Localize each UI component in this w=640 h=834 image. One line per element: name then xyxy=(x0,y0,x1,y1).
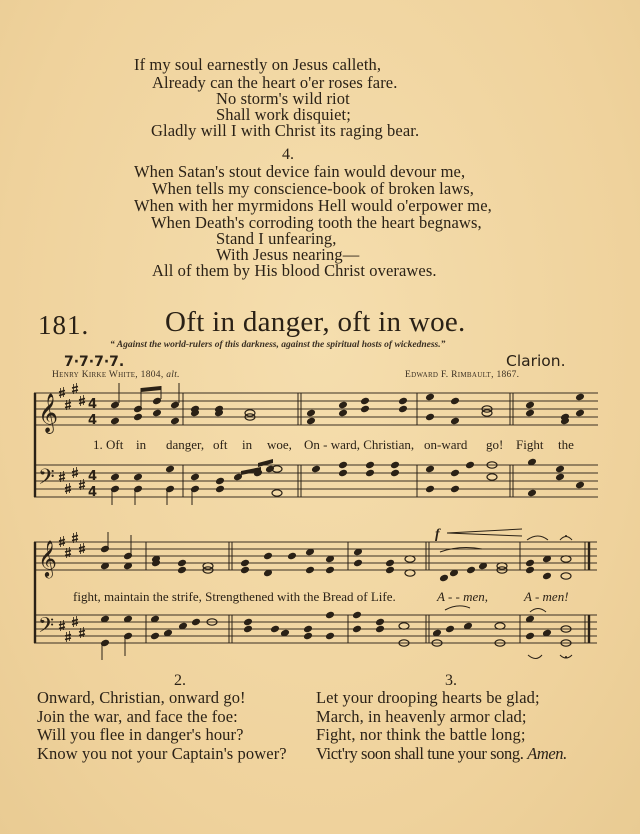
staff-system-2-treble xyxy=(34,542,597,570)
verse-line: When tells my conscience-book of broken laws, xyxy=(152,179,475,198)
stanza-number: 2. xyxy=(174,672,186,689)
verse-line: March, in heavenly armor clad; xyxy=(316,707,527,726)
svg-text:4: 4 xyxy=(88,469,98,484)
meter: 7·7·7·7. xyxy=(64,354,125,370)
lyric-amen: A - men! xyxy=(524,589,569,604)
dynamic-forte: f xyxy=(435,527,440,542)
verse-line: Gladly will I with Christ its raging bear. xyxy=(151,121,420,140)
lyric-syllable: on-ward xyxy=(424,437,468,452)
verse-line: Stand I unfearing, xyxy=(216,229,337,248)
author-note: alt. xyxy=(166,370,180,380)
verse-line: Let your drooping hearts be glad; xyxy=(316,688,540,707)
lyric-syllable: 1. Oft xyxy=(93,437,124,452)
verse-line: Join the war, and face the foe: xyxy=(37,707,238,726)
svg-text:𝄢: 𝄢 xyxy=(38,613,55,642)
composer-credit: Edward F. Rimbault, 1867. xyxy=(405,370,520,380)
verse-line: Shall work disquiet; xyxy=(216,105,351,124)
verse-line: No storm's wild riot xyxy=(216,89,350,108)
lyric-amen: A - - men, xyxy=(437,589,489,604)
hymn-number: 181. xyxy=(38,310,90,340)
svg-text:𝄞: 𝄞 xyxy=(38,539,57,577)
verse-line: When with her myrmidons Hell would o'erpower me, xyxy=(134,196,492,215)
stanza-number: 4. xyxy=(282,146,294,163)
lyric-syllable: in xyxy=(136,437,147,452)
lyric-syllable: in xyxy=(242,437,253,452)
verse-line: With Jesus nearing— xyxy=(216,245,360,264)
lyric-line: fight, maintain the strife, Strengthened with the Bread of Life. xyxy=(73,589,396,604)
stanza-number: 3. xyxy=(445,672,457,689)
verse-line: When Satan's stout device fain would devour me, xyxy=(134,162,466,181)
verse-line: Fight, nor think the battle long; xyxy=(316,725,526,744)
epigraph: “ Against the world-rulers of this darkness, against the spiritual hosts of wickedness.” xyxy=(110,340,446,350)
lyric-syllable: oft xyxy=(213,437,228,452)
lyric-syllable: danger, xyxy=(166,437,205,452)
hymn-title: Oft in danger, oft in woe. xyxy=(165,306,466,338)
svg-text:4: 4 xyxy=(88,413,98,428)
svg-text:4: 4 xyxy=(88,397,98,412)
author-name: Henry Kirke White, 1804, xyxy=(52,370,164,380)
lyric-syllable: Fight xyxy=(516,437,544,452)
verse-line: Know you not your Captain's power? xyxy=(37,744,287,763)
verse-text: Vict'ry soon shall tune your song. xyxy=(316,744,524,763)
verse-line xyxy=(316,744,567,763)
lyric-syllable: On - ward, Christian, xyxy=(304,437,415,452)
verse-line: Onward, Christian, onward go! xyxy=(37,688,246,707)
staff-system-2-bass xyxy=(34,615,597,643)
amen-ending: Amen. xyxy=(527,744,567,763)
svg-text:𝄢: 𝄢 xyxy=(38,465,55,495)
tune-name: Clarion. xyxy=(506,352,566,370)
lyric-syllable: go! xyxy=(486,437,504,452)
verse-line: If my soul earnestly on Jesus calleth, xyxy=(134,55,382,74)
verse-line: Already can the heart o'er roses fare. xyxy=(152,73,398,92)
svg-text:𝄞: 𝄞 xyxy=(38,393,59,433)
lyric-syllable: the xyxy=(558,437,574,452)
verse-line: Will you flee in danger's hour? xyxy=(37,725,244,744)
verse-line: When Death's corroding tooth the heart begnaws, xyxy=(151,213,482,232)
verse-line: All of them by His blood Christ overawes. xyxy=(152,261,437,280)
lyric-syllable: woe, xyxy=(267,437,292,452)
svg-text:4: 4 xyxy=(88,485,98,500)
